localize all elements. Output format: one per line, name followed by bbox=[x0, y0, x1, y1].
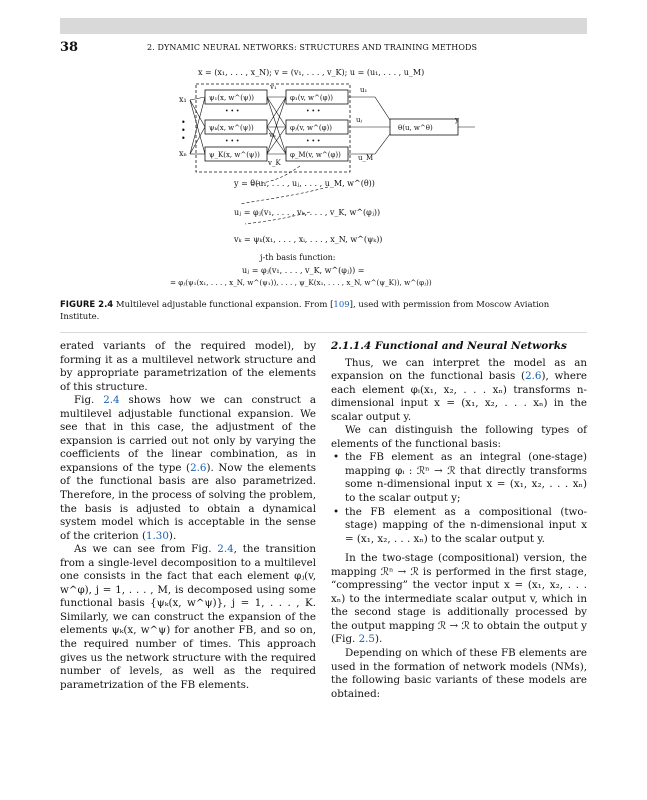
psi-label-k: ψₖ(x, w^(ψ)) bbox=[209, 124, 254, 132]
u-label-j: uⱼ bbox=[356, 116, 363, 124]
equation-uj: uⱼ = φⱼ(v₁, . . . , vₖ, . . . , v_K, w^(φⱼ)) bbox=[234, 208, 381, 217]
u-label-1: u₁ bbox=[360, 86, 368, 94]
caption-text-1: Multilevel adjustable functional expansion. From [ bbox=[115, 300, 334, 310]
ref-link-fig-2-5[interactable]: 2.5 bbox=[358, 633, 375, 646]
v-label-k: vₖ bbox=[269, 131, 276, 139]
bullet-symbol: • bbox=[333, 505, 340, 518]
page-number: 38 bbox=[60, 40, 79, 55]
figure-diagram bbox=[150, 62, 480, 292]
v-label-K: v_K bbox=[268, 159, 281, 167]
equation-vk: vₖ = ψₖ(x₁, . . . , xᵢ, . . . , x_N, w^(ψₖ)) bbox=[234, 235, 383, 244]
ref-link-eq-2-6[interactable]: 2.6 bbox=[190, 461, 207, 474]
left-column bbox=[60, 340, 316, 692]
ref-link-fig-2-4-b[interactable]: 2.4 bbox=[217, 543, 234, 556]
equation-y: y = θ(u₁, . . . , uⱼ, . . . , u_M, w^(θ)) bbox=[234, 179, 375, 188]
right-paragraph-3: In the two-stage (compositional) version, the mapping ℛⁿ → ℛ is performed in the first stage, “compressing” the vector input x = (x₁, x₂, . . . xₙ) to the intermediate scalar output v, which in the second stage is additionally processed by the output mapping ℛ → ℛ to obtain the output y (Fig. 2.5). bbox=[331, 552, 587, 646]
separator-rule bbox=[60, 332, 587, 333]
figure-top-defs: x = (x₁, . . . , x_N); v = (v₁, . . . , v_K); u = (u₁, . . . , u_M) bbox=[198, 68, 425, 77]
basis-equation-1: uⱼ = φⱼ(v₁, . . . , v_K, w^(φⱼ)) = bbox=[242, 266, 365, 275]
input-dot-1: • bbox=[181, 118, 186, 127]
caption-text-2: ], used with permission from Moscow Aviation Institute. bbox=[60, 300, 550, 322]
ref-link-eq-2-6-b[interactable]: 2.6 bbox=[525, 370, 542, 383]
v-label-1: v₁ bbox=[270, 83, 277, 91]
left-paragraph-3: As we can see from Fig. 2.4, the transition from a single-level decomposition to a multilevel one consists in the fact that each element φⱼ(v, w^φ), j = 1, . . . , M, is decomposed using some functional basis {ψₖ(x, w^ψ)}, j = 1, . . . , K. Similarly, we can construct the expansion of the elements ψₖ(x, w^ψ) for another FB, and so on, the required number of times. This approach gives us the network structure with the required number of levels, as well as the required parametrization of the FB elements. bbox=[60, 543, 317, 691]
input-label-x1: x₁ bbox=[179, 95, 187, 104]
u-label-M: u_M bbox=[358, 154, 374, 162]
input-connections bbox=[190, 97, 205, 154]
phi-label-1: φ₁(v, w^(φ)) bbox=[290, 94, 333, 102]
right-column bbox=[331, 340, 587, 701]
psi-label-K: ψ_K(x, w^(ψ)) bbox=[209, 151, 260, 159]
basis-title: j-th basis function: bbox=[260, 253, 336, 262]
basis-equation-2: = φⱼ(ψ₁(x₁, . . . , x_N, w^(ψ₁)), . . . , ψ_K(x₁, . . . , x_N, w^(ψ_K)), w^(φⱼ)) bbox=[170, 278, 432, 287]
section-heading: 2.1.1.4 Functional and Neural Networks bbox=[331, 340, 567, 352]
psi-label-1: ψ₁(x, w^(ψ)) bbox=[209, 94, 254, 102]
phi-dots-2: • • • bbox=[306, 138, 321, 145]
psi-dots-1: • • • bbox=[225, 108, 240, 115]
right-paragraph-2: We can distinguish the following types of elements of the functional basis: bbox=[331, 424, 587, 450]
top-bar bbox=[60, 18, 587, 34]
ref-link-fig-2-4[interactable]: 2.4 bbox=[103, 394, 120, 407]
psi-phi-connections bbox=[267, 97, 286, 154]
caption-ref-link[interactable]: 109 bbox=[333, 300, 350, 310]
input-label-xn: xₙ bbox=[179, 149, 187, 158]
ref-link-eq-1-30[interactable]: 1.30 bbox=[145, 529, 169, 542]
right-paragraph-1: Thus, we can interpret the model as an expansion on the functional basis (2.6), where each element φᵢ(x₁, x₂, . . . xₙ) transforms n-dimensional input x = (x₁, x₂, . . . xₙ) in the scalar output y. bbox=[331, 356, 588, 423]
bullet-symbol: • bbox=[333, 451, 340, 464]
bullet-item-1: • the FB element as an integral (one-stage) mapping φᵢ : ℛⁿ → ℛ that directly transforms some n-dimensional input x = (x₁, x₂, . . . xₙ) to the scalar output y; bbox=[333, 451, 587, 505]
input-dot-3: • bbox=[181, 134, 186, 143]
right-paragraph-4: Depending on which of these FB elements are used in the formation of network models (NMs), the following basic variants of these models are obtained: bbox=[331, 647, 587, 700]
running-head: 2. DYNAMIC NEURAL NETWORKS: STRUCTURES AND TRAINING METHODS bbox=[147, 43, 478, 52]
phi-label-M: φ_M(v, w^(φ)) bbox=[290, 151, 341, 159]
left-paragraph-1: erated variants of the required model), by forming it as a multilevel network structure and by appropriate parametrization of the elements of this structure. bbox=[60, 340, 316, 393]
input-dot-2: • bbox=[181, 126, 186, 135]
figure-caption bbox=[60, 299, 587, 323]
theta-label: θ(u, w^θ) bbox=[398, 124, 433, 132]
bullet-item-2: • the FB element as a compositional (two-stage) mapping of the n-dimensional input x = (x₁, x₂, . . . xₙ) to the scalar output y. bbox=[333, 505, 587, 545]
phi-label-j: φⱼ(v, w^(φ)) bbox=[290, 124, 333, 132]
phi-dots-1: • • • bbox=[306, 108, 321, 115]
psi-dots-2: • • • bbox=[225, 138, 240, 145]
caption-label: FIGURE 2.4 bbox=[60, 300, 114, 310]
output-label: y bbox=[455, 116, 459, 124]
left-paragraph-2: Fig. 2.4 shows how we can construct a multilevel adjustable functional expansion. We see that in this case, the adjustment of the expansion is carried out not only by varying the coefficients of the linear combination, as in expansions of the type (2.6). Now the elements of the functional basis are also parametrized. Therefore, in the process of solving the problem, the basis is adjusted to obtain a dynamical system model which is acceptable in the sense of the criterion (1.30). bbox=[60, 394, 316, 542]
